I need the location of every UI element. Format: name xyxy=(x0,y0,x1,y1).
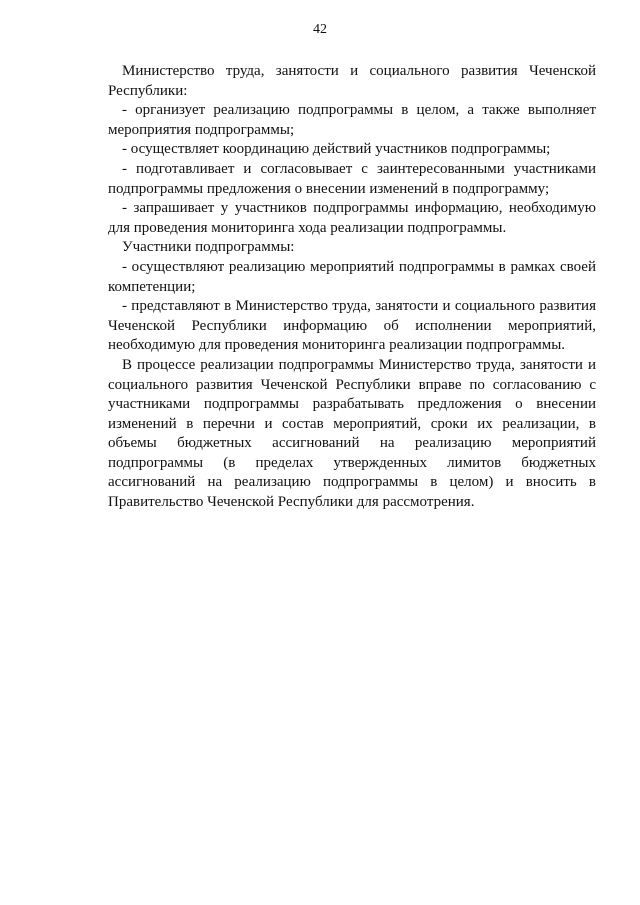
paragraph-participants-duty-1: - осуществляют реализацию мероприятий подпрограммы в рамках своей компетенции; xyxy=(108,258,596,295)
paragraph-ministry-duty-4: - запрашивает у участников подпрограммы информацию, необходимую для проведения мониторинга хода реализации подпрограммы. xyxy=(108,200,596,236)
paragraph-participants-duty-2: - представляют в Министерство труда, занятости и социального развития Чеченской Республики информацию об исполнении мероприятий, необходимую для проведения мониторинга реализации подпрограммы. xyxy=(108,298,596,354)
paragraph-ministry-intro: Министерство труда, занятости и социального развития Чеченской Республики: xyxy=(108,63,596,99)
paragraph-ministry-duty-1: - организует реализацию подпрограммы в целом, а также выполняет мероприятия подпрограммы; xyxy=(108,102,596,138)
paragraph-ministry-duty-3: - подготавливает и согласовывает с заинтересованными участниками подпрограммы предложения о внесении изменений в подпрограмму; xyxy=(108,160,596,197)
paragraph-ministry-duty-2: - осуществляет координацию действий участников подпрограммы; xyxy=(122,141,551,158)
paragraph-participants-intro: Участники подпрограммы: xyxy=(122,239,295,256)
document-body xyxy=(108,62,596,513)
paragraph-implementation-process: В процессе реализации подпрограммы Министерство труда, занятости и социального развития Чеченской Республики вправе по согласованию с участниками подпрограммы разрабатывать предложения о внесении изменений в перечни и состав мероприятий, сроки их реализации, в объемы бюджетных ассигнований на реализацию мероприятий подпрограммы (в пределах утвержденных лимитов бюджетных ассигнований на реализацию подпрограммы в целом) и вносить в Правительство Чеченской Республики для рассмотрения. xyxy=(108,356,596,511)
page-number: 42 xyxy=(313,22,327,37)
